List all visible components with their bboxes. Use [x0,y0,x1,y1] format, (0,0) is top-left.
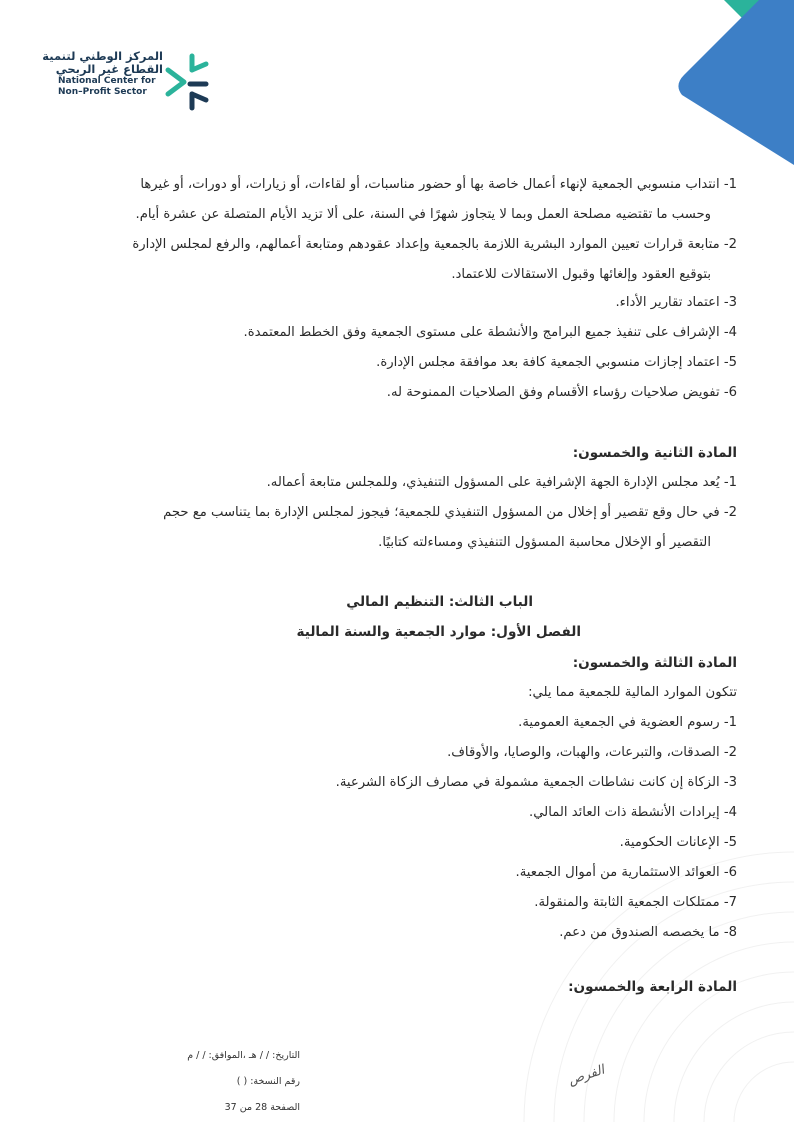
item-text: متابعة قرارات تعيين الموارد البشرية اللازمة بالجمعية وإعداد عقودهم ومتابعة أعمالهم، والرفع لمجلس الإدارة [132,237,720,252]
list-item-continuation: بتوقيع العقود وإلغائها وقبول الاستقالات للاعتماد. [451,267,711,282]
list-item [140,176,737,194]
article-heading: المادة الرابعة والخمسون: [568,979,737,995]
item-number: 7- [723,895,737,910]
item-text: رسوم العضوية في الجمعية العمومية. [518,715,720,730]
item-text: ما يخصصه الصندوق من دعم. [559,925,720,940]
list-item [244,324,738,342]
item-text: في حال وقع تقصير أو إخلال من المسؤول التنفيذي للجمعية؛ فيجوز لمجلس الإدارة بما يتناسب مع حجم [163,505,720,520]
item-number: 1- [723,475,737,490]
list-item-continuation: وحسب ما تقتضيه مصلحة العمل وبما لا يتجاوز شهرًا في السنة، على ألا تزيد الأيام المتصلة عن عشرة أيام. [135,207,711,222]
corner-decoration [654,0,794,170]
item-number: 1- [723,177,737,192]
logo-arabic-line1: المركز الوطني لتنمية [42,49,163,63]
item-number: 1- [723,715,737,730]
article-heading: المادة الثالثة والخمسون: [572,655,737,671]
item-text: يُعد مجلس الإدارة الجهة الإشرافية على المسؤول التنفيذي، وللمجلس متابعة أعماله. [266,475,720,490]
part-title: الباب الثالث: التنظيم المالي [346,594,533,610]
list-item [163,504,737,522]
item-number: 8- [723,925,737,940]
item-text: ممتلكات الجمعية الثابتة والمنقولة. [534,895,720,910]
item-text: الإشراف على تنفيذ جميع البرامج والأنشطة على مستوى الجمعية وفق الخطط المعتمدة. [243,325,720,340]
list-item [132,236,737,254]
item-number: 5- [723,835,737,850]
signature: الفرص [566,1062,607,1089]
logo-english-line2: Non–Profit Sector [58,87,147,97]
list-item-continuation: التقصير أو الإخلال محاسبة المسؤول التنفيذي ومساءلته كتابيًا. [378,535,711,550]
article-heading: المادة الثانية والخمسون: [572,445,737,461]
list-item [518,714,737,732]
corner-blue-shape [678,0,794,165]
logo-arabic-line2: القطاع غير الربحي [55,62,163,76]
logo-english-line1: National Center for [58,76,156,86]
list-item [376,354,737,372]
item-number: 6- [723,865,737,880]
logo [42,49,218,120]
article-intro: تتكون الموارد المالية للجمعية مما يلي: [528,685,737,700]
item-number: 3- [723,295,737,310]
item-text: الإعانات الحكومية. [619,835,720,850]
item-text: اعتماد إجازات منسوبي الجمعية كافة بعد موافقة مجلس الإدارة. [376,355,720,370]
item-text: تفويض صلاحيات رؤساء الأقسام وفق الصلاحيات الممنوحة له. [386,385,720,400]
date-line: التاريخ: / / هـ ،الموافق: / / م [187,1050,300,1061]
item-number: 2- [723,237,737,252]
item-text: الصدقات، والتبرعات، والهبات، والوصايا، والأوقاف. [447,745,720,760]
list-item [267,474,737,492]
item-number: 2- [723,745,737,760]
list-item [336,774,737,792]
logo-text [42,49,163,98]
logo-mark-icon [162,52,212,112]
item-number: 4- [723,325,737,340]
item-number: 6- [723,385,737,400]
item-number: 2- [723,505,737,520]
item-number: 5- [723,355,737,370]
list-item [559,924,737,942]
list-item [387,384,737,402]
list-item [534,894,737,912]
list-item [615,294,737,312]
item-text: اعتماد تقارير الأداء. [615,295,720,310]
chapter-title: الفصل الأول: موارد الجمعية والسنة المالية [296,624,581,640]
list-item [447,744,737,762]
item-text: الزكاة إن كانت نشاطات الجمعية مشمولة في مصارف الزكاة الشرعية. [335,775,720,790]
copy-number: رقم النسخة: ( ) [236,1076,300,1087]
page-number: الصفحة 28 من 37 [224,1102,300,1113]
item-number: 4- [723,805,737,820]
item-number: 3- [723,775,737,790]
list-item [516,864,738,882]
item-text: إيرادات الأنشطة ذات العائد المالي. [529,805,720,820]
list-item [529,804,737,822]
item-text: انتداب منسوبي الجمعية لإنهاء أعمال خاصة بها أو حضور مناسبات، أو لقاءات، أو زيارات، أو دورات، أو غيرها [140,177,720,192]
item-text: العوائد الاستثمارية من أموال الجمعية. [515,865,720,880]
list-item [620,834,737,852]
